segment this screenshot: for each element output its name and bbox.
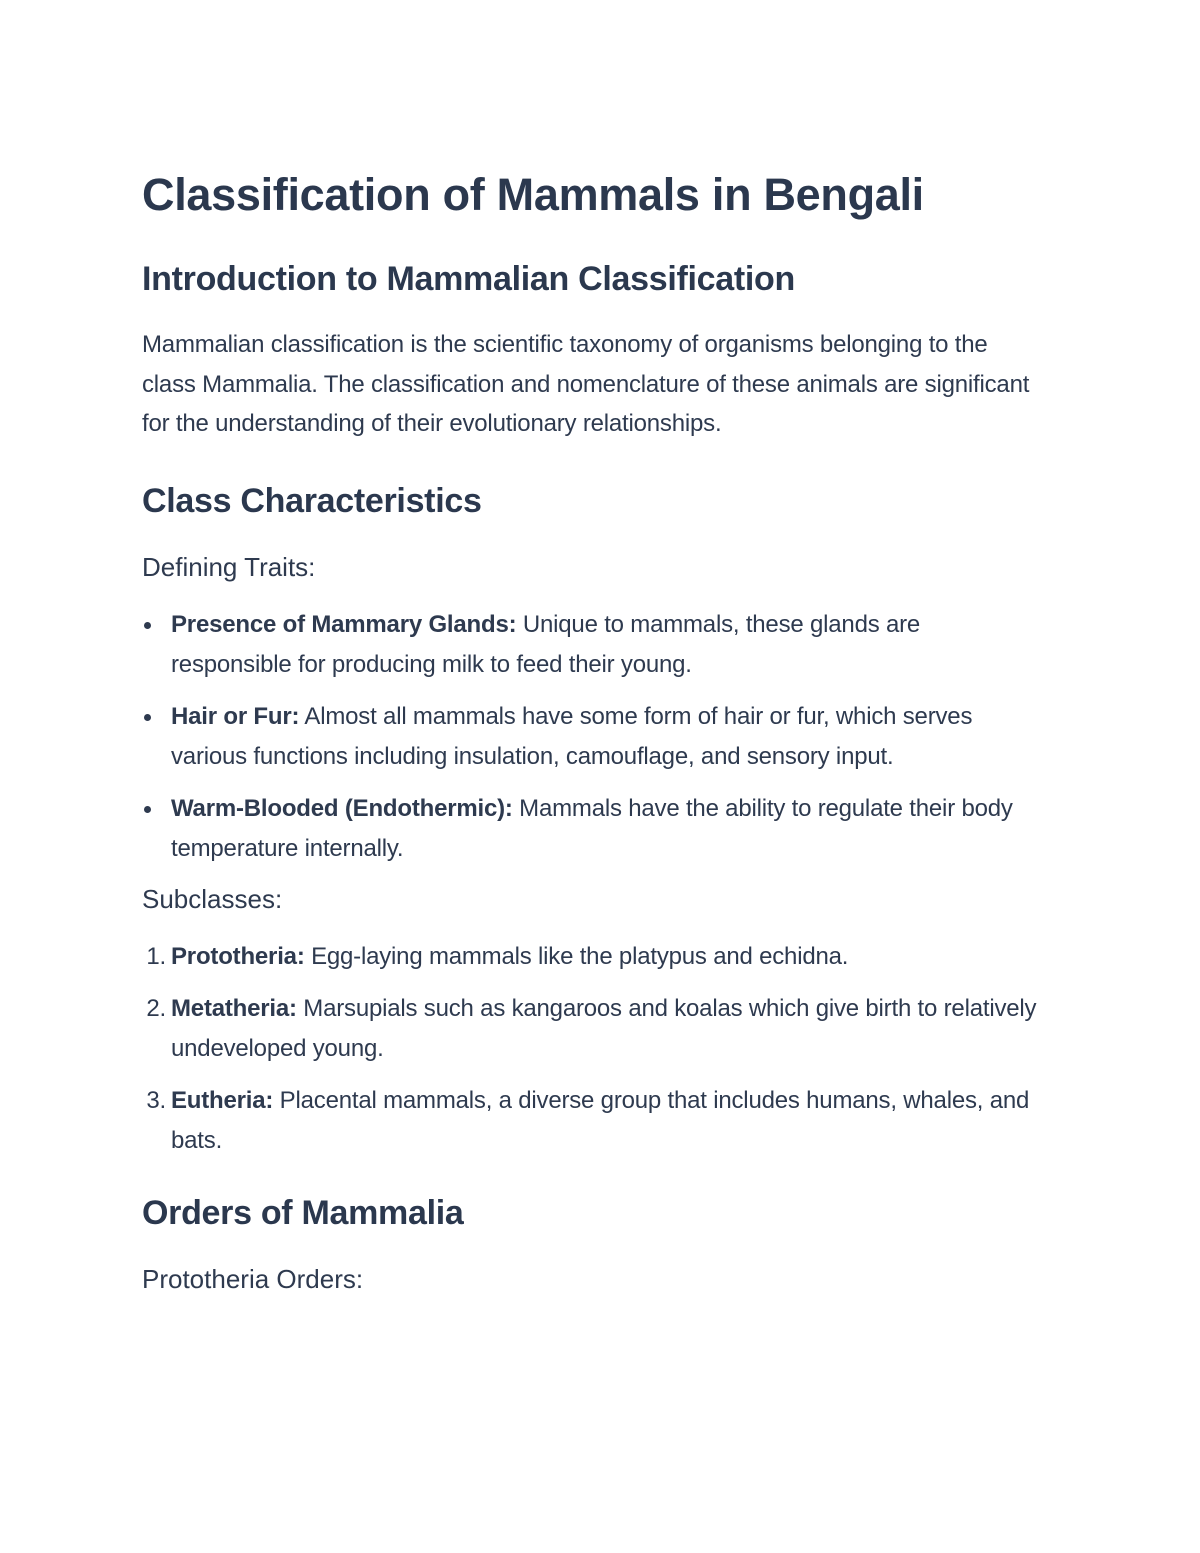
intro-paragraph: Mammalian classification is the scientific taxonomy of organisms belonging to the class Mammalia. The classification and nomenclature of these animals are significant for the understanding of their evolutionary relationships. — [142, 331, 1030, 437]
list-item — [142, 605, 1042, 685]
list-item — [142, 789, 1042, 869]
list-number: 3. — [146, 1086, 166, 1114]
orders-heading: Orders of Mammalia — [142, 1193, 464, 1232]
list-item — [142, 697, 1042, 777]
subclass-term: Metatheria: — [171, 994, 297, 1022]
trait-term: Presence of Mammary Glands: — [171, 610, 517, 638]
list-number: 1. — [146, 942, 166, 970]
list-item — [142, 1081, 1042, 1161]
list-number: 2. — [146, 994, 166, 1022]
trait-text: Mammals have the ability to regulate their body temperature internally. — [171, 794, 1013, 862]
subclass-text: Marsupials such as kangaroos and koalas which give birth to relatively undeveloped young. — [171, 994, 1037, 1062]
list-item — [142, 989, 1042, 1069]
list-item — [142, 937, 1042, 977]
defining-traits-list — [142, 605, 1042, 869]
prototheria-orders-heading: Prototheria Orders: — [142, 1263, 364, 1294]
subclass-text: Egg-laying mammals like the platypus and echidna. — [304, 942, 849, 970]
trait-text: Almost all mammals have some form of hair or fur, which serves various functions including insulation, camouflage, and sensory input. — [171, 702, 973, 770]
defining-traits-heading: Defining Traits: — [142, 551, 316, 582]
page-title: Classification of Mammals in Bengali — [142, 169, 924, 220]
trait-text: Unique to mammals, these glands are responsible for producing milk to feed their young. — [171, 610, 921, 678]
subclass-term: Eutheria: — [171, 1086, 274, 1114]
subclass-text: Placental mammals, a diverse group that includes humans, whales, and bats. — [171, 1086, 1030, 1154]
subclasses-heading: Subclasses: — [142, 883, 283, 914]
trait-term: Warm-Blooded (Endothermic): — [171, 794, 513, 822]
intro-heading: Introduction to Mammalian Classification — [142, 260, 795, 298]
document-page — [142, 166, 1042, 1297]
subclass-term: Prototheria: — [171, 942, 305, 970]
trait-term: Hair or Fur: — [171, 702, 300, 730]
subclasses-list — [142, 937, 1042, 1161]
class-characteristics-heading: Class Characteristics — [142, 481, 482, 520]
